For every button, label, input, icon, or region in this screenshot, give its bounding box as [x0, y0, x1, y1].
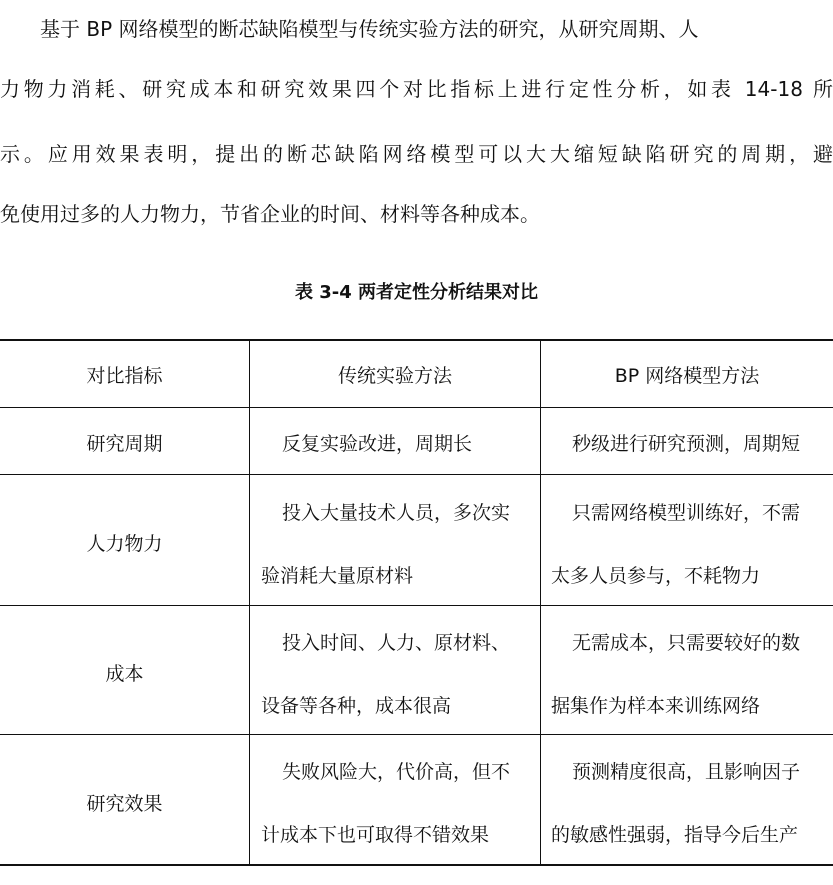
cell-traditional: 失败风险大，代价高，但不 [282, 761, 511, 783]
table-caption: 表 3-4 两者定性分析结果对比 [294, 282, 539, 303]
paragraph-line: 免使用过多的人力物力，节省企业的时间、材料等各种成本。 [0, 202, 540, 226]
cell-bp: 太多人员参与，不耗物力 [551, 565, 761, 587]
cell-traditional: 反复实验改进，周期长 [282, 433, 473, 455]
row-indicator: 研究周期 [86, 433, 163, 455]
cell-traditional: 投入大量技术人员，多次实 [282, 502, 511, 524]
cell-bp: 只需网络模型训练好，不需 [572, 502, 801, 524]
column-divider [249, 339, 250, 866]
table-row-rule [0, 407, 833, 408]
paragraph-line: 基于 BP 网络模型的断芯缺陷模型与传统实验方法的研究，从研究周期、人 [40, 17, 699, 41]
cell-traditional: 计成本下也可取得不错效果 [261, 824, 490, 846]
cell-bp: 据集作为样本来训练网络 [551, 695, 761, 717]
row-indicator: 成本 [105, 663, 144, 685]
cell-bp: 的敏感性强弱，指导今后生产 [551, 824, 799, 846]
paragraph-line: 示。应用效果表明，提出的断芯缺陷网络模型可以大大缩短缺陷研究的周期，避 [0, 142, 833, 166]
cell-traditional: 投入时间、人力、原材料、 [282, 632, 511, 654]
cell-traditional: 验消耗大量原材料 [261, 565, 414, 587]
row-indicator: 人力物力 [86, 533, 163, 555]
table-row-rule [0, 605, 833, 606]
row-indicator: 研究效果 [86, 793, 163, 815]
cell-traditional: 设备等各种，成本很高 [261, 695, 452, 717]
table-row-rule [0, 734, 833, 735]
header-bp: BP 网络模型方法 [614, 365, 760, 387]
cell-bp: 秒级进行研究预测，周期短 [572, 433, 801, 455]
column-divider [540, 339, 541, 866]
cell-bp: 预测精度很高，且影响因子 [572, 761, 801, 783]
paragraph-line: 力物力消耗、研究成本和研究效果四个对比指标上进行定性分析，如表 14-18 所 [0, 77, 833, 101]
header-indicator: 对比指标 [86, 365, 163, 387]
table-bottom-rule [0, 864, 833, 866]
table-row-rule [0, 474, 833, 475]
table-top-rule [0, 339, 833, 341]
header-traditional: 传统实验方法 [337, 365, 452, 387]
cell-bp: 无需成本，只需要较好的数 [572, 632, 801, 654]
